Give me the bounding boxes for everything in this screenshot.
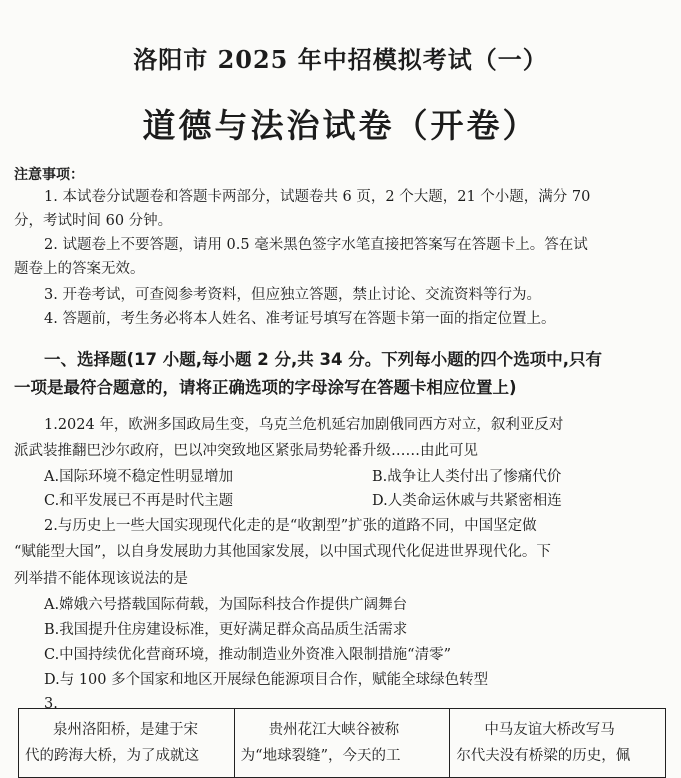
material-table (18, 708, 666, 778)
exam-title: 洛阳市 2025 年中招模拟考试（一） (133, 45, 548, 74)
note-line: 3. 开卷考试，可查阅参考资料，但应独立答题，禁止讨论、交流资料等行为。 (44, 287, 541, 303)
exam-subtitle: 道德与法治试卷（开卷） (142, 106, 539, 145)
question-stem: 1.2024 年，欧洲多国政局生变，乌克兰危机延宕加剧俄同西方对立，叙利亚反对 (44, 417, 564, 433)
option-c: C.和平发展已不再是时代主题 (44, 493, 234, 509)
notes-heading: 注意事项： (14, 167, 84, 183)
section-heading: 一、选择题(17 小题,每小题 2 分,共 34 分。下列每小题的四个选项中,只有 (44, 350, 602, 369)
option-b: B.我国提升住房建设标准，更好满足群众高品质生活需求 (44, 622, 408, 638)
note-line: 题卷上的答案无效。 (14, 261, 145, 277)
note-line: 4. 答题前，考生务必将本人姓名、准考证号填写在答题卡第一面的指定位置上。 (44, 311, 556, 327)
material-cell: 泉州洛阳桥，是建于宋 代的跨海大桥，为了成就这 (19, 709, 235, 778)
note-line: 2. 试题卷上不要答题，请用 0.5 毫米黑色签字水笔直接把答案写在答题卡上。答在试 (44, 237, 588, 253)
option-a: A.国际环境不稳定性明显增加 (44, 469, 234, 485)
question-stem: 列举措不能体现该说法的是 (14, 571, 188, 587)
option-a: A.嫦娥六号搭载国际荷载，为国际科技合作提供广阔舞台 (44, 597, 408, 613)
material-cell: 贵州花江大峡谷被称 为“地球裂缝”，今天的工 (234, 709, 450, 778)
section-heading-cont: 一项是最符合题意的，请将正确选项的字母涂写在答题卡相应位置上) (14, 378, 517, 397)
question-stem: “赋能型大国”，以自身发展助力其他国家发展，以中国式现代化促进世界现代化。下 (14, 544, 551, 560)
question-stem: 2.与历史上一些大国实现现代化走的是“收割型”扩张的道路不同，中国坚定做 (44, 518, 537, 534)
option-b: B.战争让人类付出了惨痛代价 (372, 469, 562, 485)
option-d: D.人类命运休戚与共紧密相连 (372, 493, 562, 509)
question-number: 3. (44, 696, 58, 712)
material-cell: 中马友谊大桥改写马 尔代夫没有桥梁的历史，佩 (450, 709, 666, 778)
question-stem: 派武装推翻巴沙尔政府，巴以冲突致地区紧张局势轮番升级……由此可见 (14, 443, 478, 459)
note-line: 分，考试时间 60 分钟。 (14, 213, 173, 229)
option-d: D.与 100 多个国家和地区开展绿色能源项目合作，赋能全球绿色转型 (44, 672, 489, 688)
option-c: C.中国持续优化营商环境，推动制造业外资准入限制措施“清零” (44, 647, 452, 663)
note-line: 1. 本试卷分试题卷和答题卡两部分，试题卷共 6 页，2 个大题，21 个小题，满分 70 (44, 189, 591, 205)
